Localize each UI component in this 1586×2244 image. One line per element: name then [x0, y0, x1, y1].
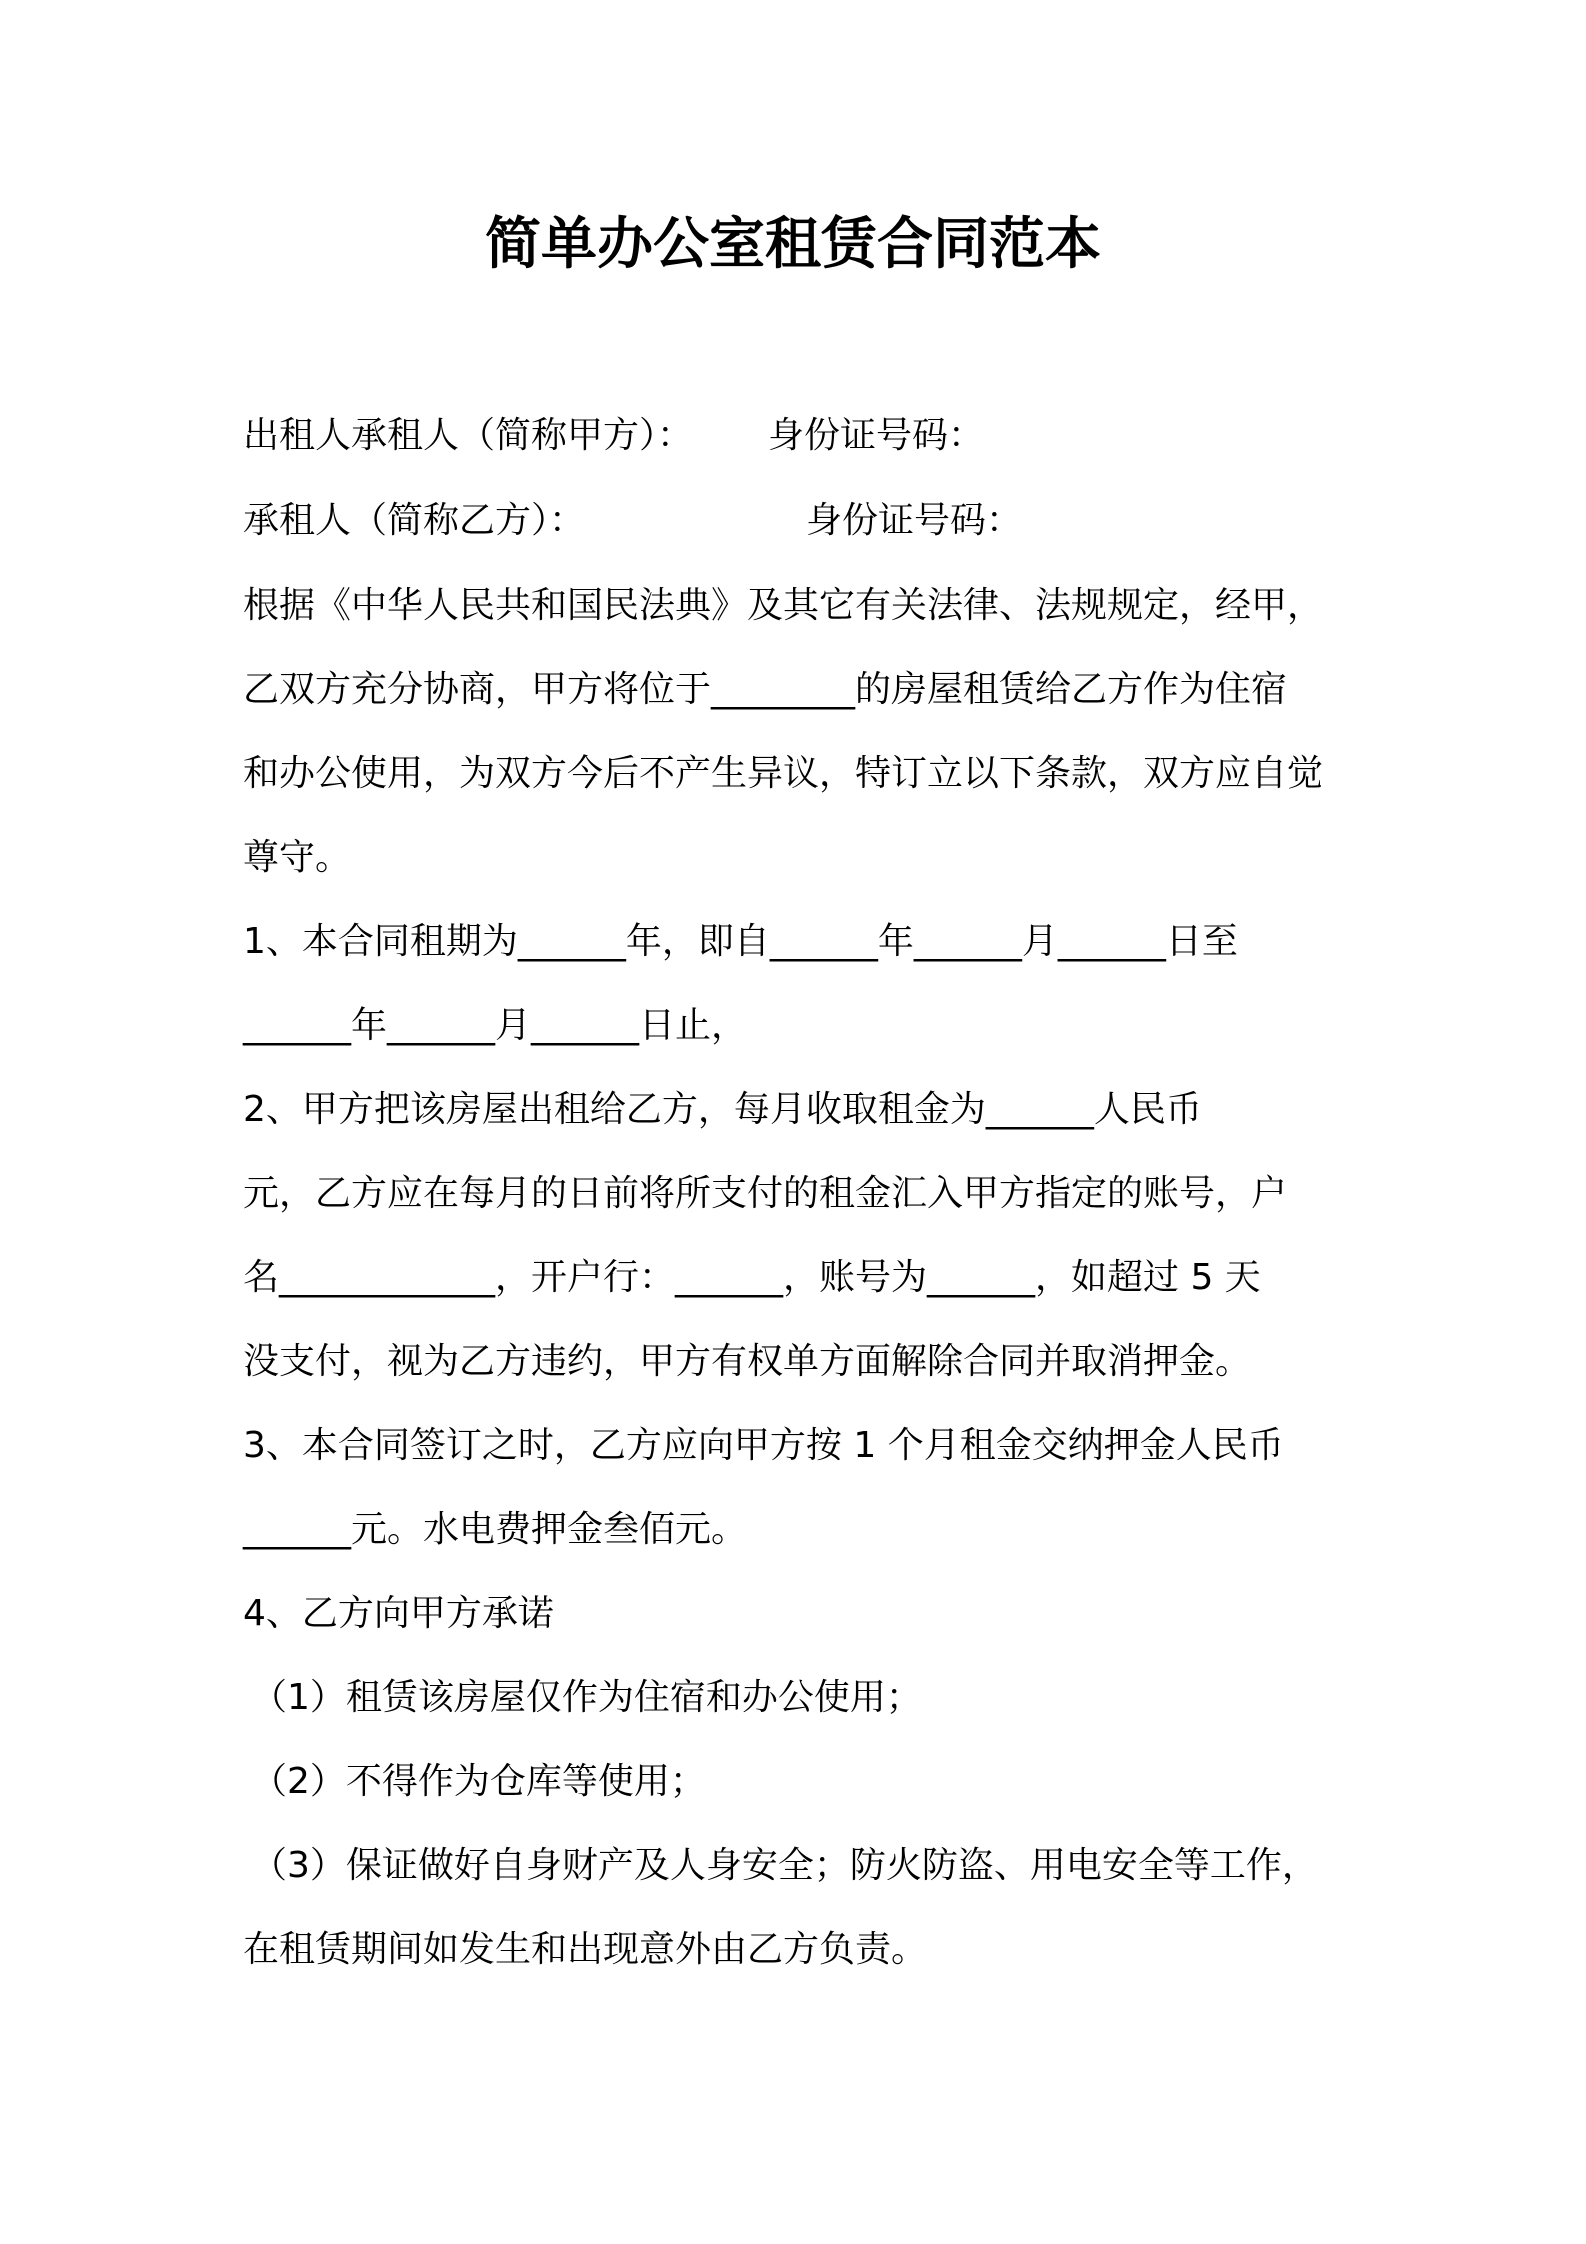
body-line: 和办公使用，为双方今后不产生异议，特订立以下条款，双方应自觉: [243, 753, 1324, 794]
clause-2-line: 没支付，视为乙方违约，甲方有权单方面解除合同并取消押金。: [243, 1341, 1252, 1382]
clause-4-item: （3）保证做好自身财产及人身安全；防火防盗、用电安全等工作，: [251, 1845, 1318, 1886]
body-line: 尊守。: [243, 837, 352, 878]
body-line: 乙双方充分协商，甲方将位于________的房屋租赁给乙方作为住宿: [243, 669, 1288, 710]
party-b-label: 承租人（简称乙方）：: [243, 500, 586, 541]
clause-3-line: 3、本合同签订之时，乙方应向甲方按 1 个月租金交纳押金人民币: [243, 1425, 1284, 1466]
clause-1-line: 1、本合同租期为______年，即自______年______月______日至: [243, 921, 1238, 962]
clause-2-line: 名____________，开户行：______，账号为______，如超过 5 天: [243, 1257, 1261, 1298]
clause-4-item: （1）租赁该房屋仅作为住宿和办公使用；: [251, 1677, 922, 1718]
clause-4-item: （2）不得作为仓库等使用；: [251, 1761, 706, 1802]
party-a-id-label: 身份证号码：: [768, 415, 985, 456]
clause-4-item-continued: 在租赁期间如发生和出现意外由乙方负责。: [243, 1929, 928, 1970]
clause-2-line: 2、甲方把该房屋出租给乙方，每月收取租金为______人民币: [243, 1089, 1202, 1130]
body-line: 根据《中华人民共和国民法典》及其它有关法律、法规规定，经甲，: [243, 585, 1324, 626]
clause-4-heading: 4、乙方向甲方承诺: [243, 1593, 554, 1634]
clause-2-line: 元，乙方应在每月的日前将所支付的租金汇入甲方指定的账号，户: [243, 1173, 1288, 1214]
party-a-label: 出租人承租人（简称甲方）：: [243, 415, 694, 456]
document-title: 简单办公室租赁合同范本: [485, 212, 1101, 277]
clause-3-line: ______元。水电费押金叁佰元。: [243, 1509, 748, 1550]
party-b-id-label: 身份证号码：: [806, 500, 1023, 541]
clause-1-line: ______年______月______日止，: [243, 1005, 748, 1046]
